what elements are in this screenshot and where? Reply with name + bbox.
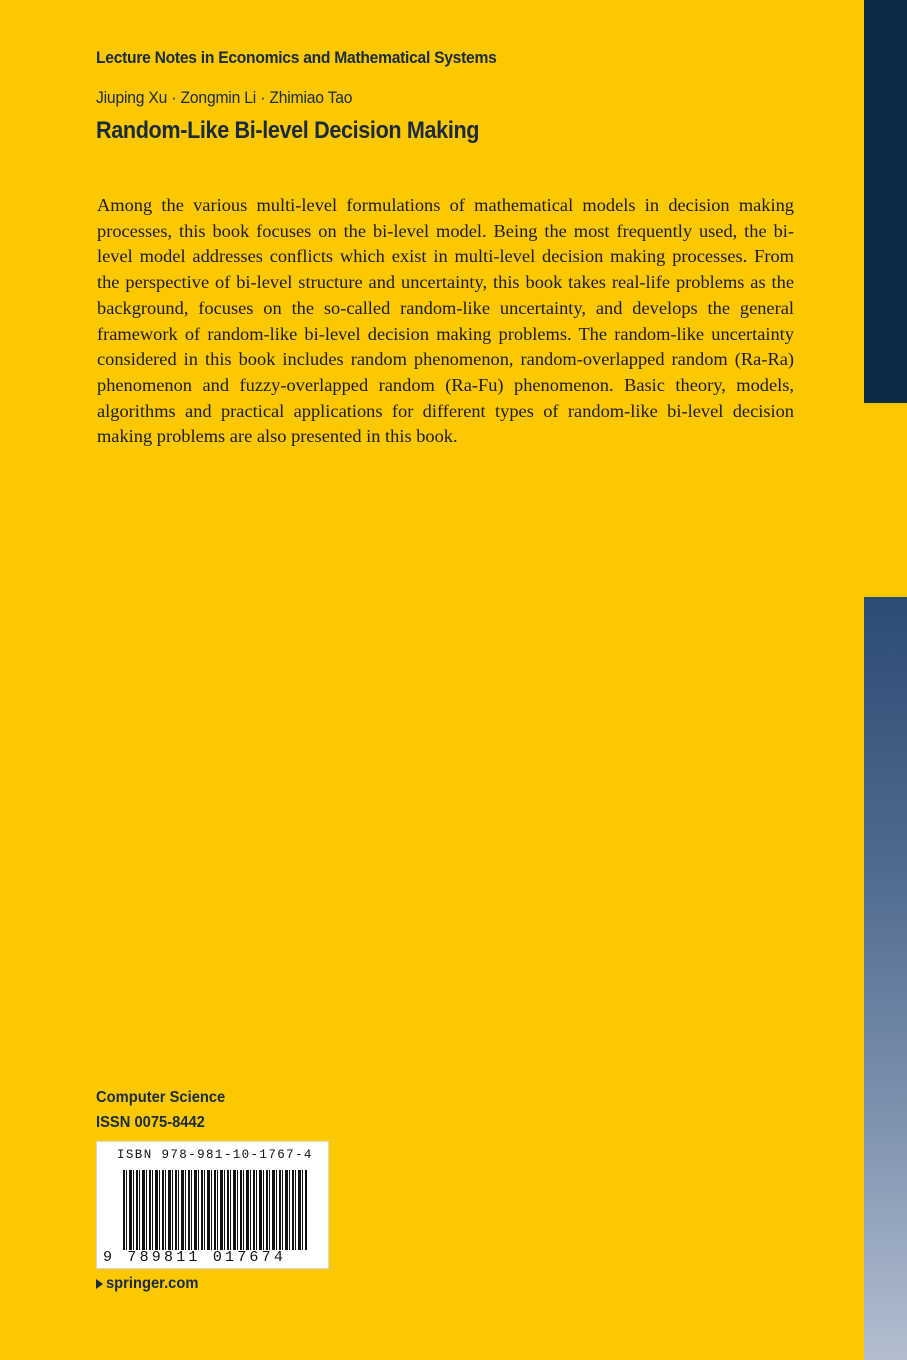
subject-category: Computer Science [96,1089,226,1106]
book-title: Random-Like Bi-level Decision Making [96,117,480,144]
isbn-label: ISBN 978-981-10-1767-4 [117,1148,313,1162]
authors: Jiuping Xu · Zongmin Li · Zhimiao Tao [96,88,353,107]
arrow-right-icon [96,1279,103,1289]
spine-band-bottom [864,597,907,1360]
publisher-link[interactable] [96,1275,206,1293]
issn: ISSN 0075-8442 [96,1114,205,1131]
series-title: Lecture Notes in Economics and Mathematical Systems [96,48,497,67]
publisher-url: springer.com [106,1275,199,1292]
spine-band-top [864,0,907,403]
barcode-bars [123,1170,307,1250]
barcode-digits: 9 789811 017674 [103,1249,287,1266]
book-description: Among the various multi-level formulations of mathematical models in decision making processes, this book focuses on the bi-level model. Being the most frequently used, the bi-level model addresses conflicts which exist in multi-level decision making processes. From the perspective of bi-level structure and uncertainty, this book takes real-life problems as the background, focuses on the so-called random-like uncertainty, and develops the general framework of random-like bi-level decision making problems. The random-like uncertainty considered in this book includes random phenomenon, random-overlapped random (Ra-Ra) phenomenon and fuzzy-overlapped random (Ra-Fu) phenomenon. Basic theory, models, algorithms and practical applications for different types of random-like bi-level decision making problems are also presented in this book. [97,195,794,447]
isbn-barcode [96,1141,329,1269]
